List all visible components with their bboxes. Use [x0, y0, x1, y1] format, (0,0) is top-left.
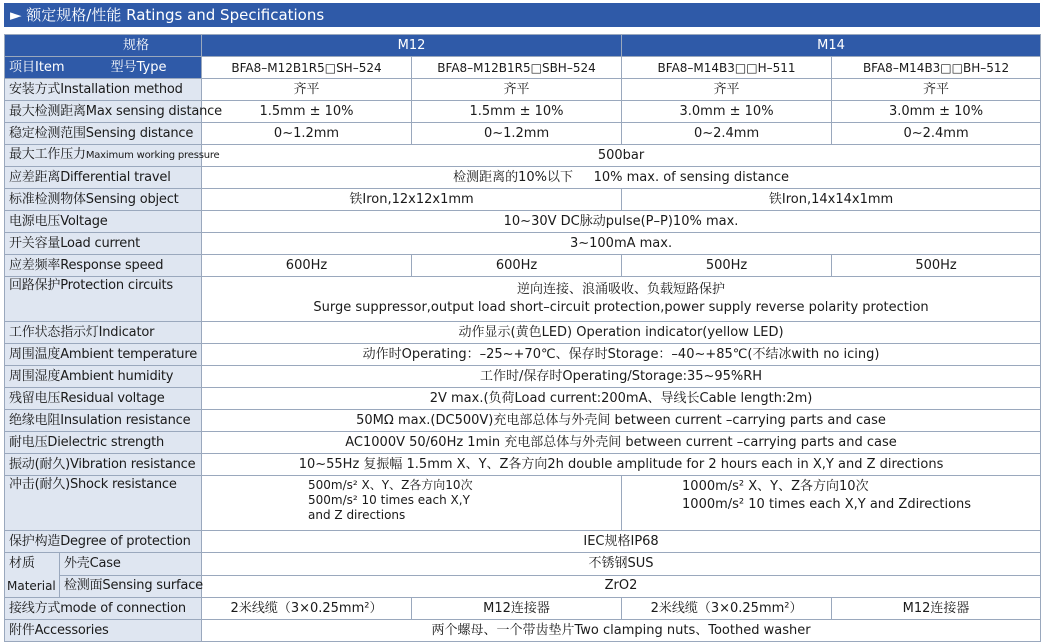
row-amb-temp [5, 344, 1041, 366]
row-label: 振动(耐久)Vibration resistance [5, 454, 202, 476]
spec-table [4, 34, 1041, 642]
m12-header: M12 [202, 35, 622, 57]
cell: 3.0mm ± 10% [622, 101, 832, 123]
spec-label: 规格 [5, 35, 202, 57]
row-material-surface [5, 575, 1041, 598]
cell: 0~2.4mm [622, 123, 832, 145]
row-label: 应差距离Differential travel [5, 167, 202, 189]
cell: 10~30V DC脉动pulse(P–P)10% max. [202, 211, 1041, 233]
protection-cn: 逆向连接、浪涌吸收、负载短路保护 [517, 282, 726, 297]
row-insulation [5, 410, 1041, 432]
cell: IEC规格IP68 [202, 531, 1041, 553]
header-row-1 [5, 35, 1041, 57]
cell: 3.0mm ± 10% [832, 101, 1041, 123]
row-label: 工作状态指示灯Indicator [5, 322, 202, 344]
shock-m14-line: 1000m/s² X、Y、Z各方向10次 [682, 479, 869, 494]
cell: 两个螺母、一个带齿垫片Two clamping nuts、Toothed washer [202, 620, 1041, 642]
row-stable [5, 123, 1041, 145]
cell: 不锈钢SUS [202, 553, 1041, 576]
banner-title: ► 额定规格/性能 Ratings and Specifications [10, 6, 325, 24]
row-label: 开关容量Load current [5, 233, 202, 255]
row-object [5, 189, 1041, 211]
cell [202, 277, 1041, 322]
cell: 铁Iron,12x12x1mm [202, 189, 622, 211]
cell: 2米线缆（3×0.25mm²） [202, 598, 412, 620]
shock-m12-line: 500m/s² 10 times each X,Y [308, 493, 470, 507]
row-residual [5, 388, 1041, 410]
section-banner [4, 3, 1040, 27]
cell: AC1000V 50/60Hz 1min 充电部总体与外壳间 between current –carrying parts and case [202, 432, 1041, 454]
cell: 0~1.2mm [412, 123, 622, 145]
cell: M12连接器 [412, 598, 622, 620]
item-label: 项目Item [9, 59, 65, 75]
row-label: 保护构造Degree of protection [5, 531, 202, 553]
row-connection [5, 598, 1041, 620]
cell [202, 476, 622, 531]
row-travel [5, 167, 1041, 189]
type-label: 型号Type [110, 59, 167, 75]
cell: 动作显示(黄色LED) Operation indicator(yellow LED) [202, 322, 1041, 344]
item-type-label [5, 57, 202, 79]
row-shock [5, 476, 1041, 531]
cell: 1.5mm ± 10% [412, 101, 622, 123]
cell: 500Hz [622, 255, 832, 277]
cell: ZrO2 [202, 575, 1041, 598]
row-max-dist [5, 101, 1041, 123]
model-1: BFA8–M12B1R5□SH–524 [202, 57, 412, 79]
row-pressure [5, 145, 1041, 167]
cell: 齐平 [412, 79, 622, 101]
cell: 1.5mm ± 10% [202, 101, 412, 123]
row-material-case [5, 553, 1041, 576]
row-label: 冲击(耐久)Shock resistance [5, 476, 202, 531]
shock-m12-line: and Z directions [308, 508, 406, 522]
cell: 2米线缆（3×0.25mm²） [622, 598, 832, 620]
cell: 2V max.(负荷Load current:200mA、导线长Cable length:2m) [202, 388, 1041, 410]
cell: 0~1.2mm [202, 123, 412, 145]
cell: 3~100mA max. [202, 233, 1041, 255]
shock-m12-line: 500m/s² X、Y、Z各方向10次 [308, 478, 473, 492]
cell: 500bar [202, 145, 1041, 167]
row-label: 接线方式mode of connection [5, 598, 202, 620]
row-install [5, 79, 1041, 101]
cell: M12连接器 [832, 598, 1041, 620]
row-label: 安装方式Installation method [5, 79, 202, 101]
m14-header: M14 [622, 35, 1041, 57]
row-label: 电源电压Voltage [5, 211, 202, 233]
cell: 齐平 [202, 79, 412, 101]
label-cn: 最大工作压力 [9, 147, 86, 162]
row-label: 绝缘电阻Insulation resistance [5, 410, 202, 432]
material-en: Material [7, 579, 56, 593]
shock-m14-line: 1000m/s² 10 times each X,Y and Zdirections [682, 497, 972, 512]
cell: 600Hz [412, 255, 622, 277]
row-dielectric [5, 432, 1041, 454]
cell [622, 476, 1041, 531]
row-protection [5, 277, 1041, 322]
protection-en: Surge suppressor,output load short–circuit protection,power supply reverse polarity protection [313, 300, 929, 315]
cell: 铁Iron,14x14x1mm [622, 189, 1041, 211]
row-label: 外壳Case [60, 553, 202, 576]
cell: 50MΩ max.(DC500V)充电部总体与外壳间 between current –carrying parts and case [202, 410, 1041, 432]
row-label: 最大检测距离Max sensing distance [5, 101, 202, 123]
row-humidity [5, 366, 1041, 388]
cell: 500Hz [832, 255, 1041, 277]
model-3: BFA8–M14B3□□H–511 [622, 57, 832, 79]
row-response [5, 255, 1041, 277]
row-label: 耐电压Dielectric strength [5, 432, 202, 454]
cell: 0~2.4mm [832, 123, 1041, 145]
row-accessories [5, 620, 1041, 642]
row-load [5, 233, 1041, 255]
row-label: 标准检测物体Sensing object [5, 189, 202, 211]
cell: 齐平 [622, 79, 832, 101]
label-en: Maximum working pressure [85, 150, 220, 161]
cell: 10~55Hz 复振幅 1.5mm X、Y、Z各方向2h double amplitude for 2 hours each in X,Y and Z directions [202, 454, 1041, 476]
model-4: BFA8–M14B3□□BH–512 [832, 57, 1041, 79]
row-label: 稳定检测范围Sensing distance [5, 123, 202, 145]
row-label: 周围湿度Ambient humidity [5, 366, 202, 388]
cell: 600Hz [202, 255, 412, 277]
row-indicator [5, 322, 1041, 344]
header-row-2 [5, 57, 1041, 79]
row-label [5, 145, 220, 167]
row-label: 应差频率Response speed [5, 255, 202, 277]
model-2: BFA8–M12B1R5□SBH–524 [412, 57, 622, 79]
row-voltage [5, 211, 1041, 233]
cell: 工作时/保存时Operating/Storage:35~95%RH [202, 366, 1041, 388]
row-vibration [5, 454, 1041, 476]
row-label: 检测面Sensing surface [60, 575, 202, 598]
row-label: 周围温度Ambient temperature [5, 344, 202, 366]
row-label: 回路保护Protection circuits [5, 277, 202, 322]
row-label: 附件Accessories [5, 620, 202, 642]
material-label [5, 553, 60, 598]
row-label: 残留电压Residual voltage [5, 388, 202, 410]
material-cn: 材质 [9, 556, 36, 571]
row-degree [5, 531, 1041, 553]
cell: 齐平 [832, 79, 1041, 101]
cell: 检测距离的10%以下 10% max. of sensing distance [202, 167, 1041, 189]
cell: 动作时Operating：–25~+70℃、保存时Storage：–40~+85℃(不结冰with no icing) [202, 344, 1041, 366]
